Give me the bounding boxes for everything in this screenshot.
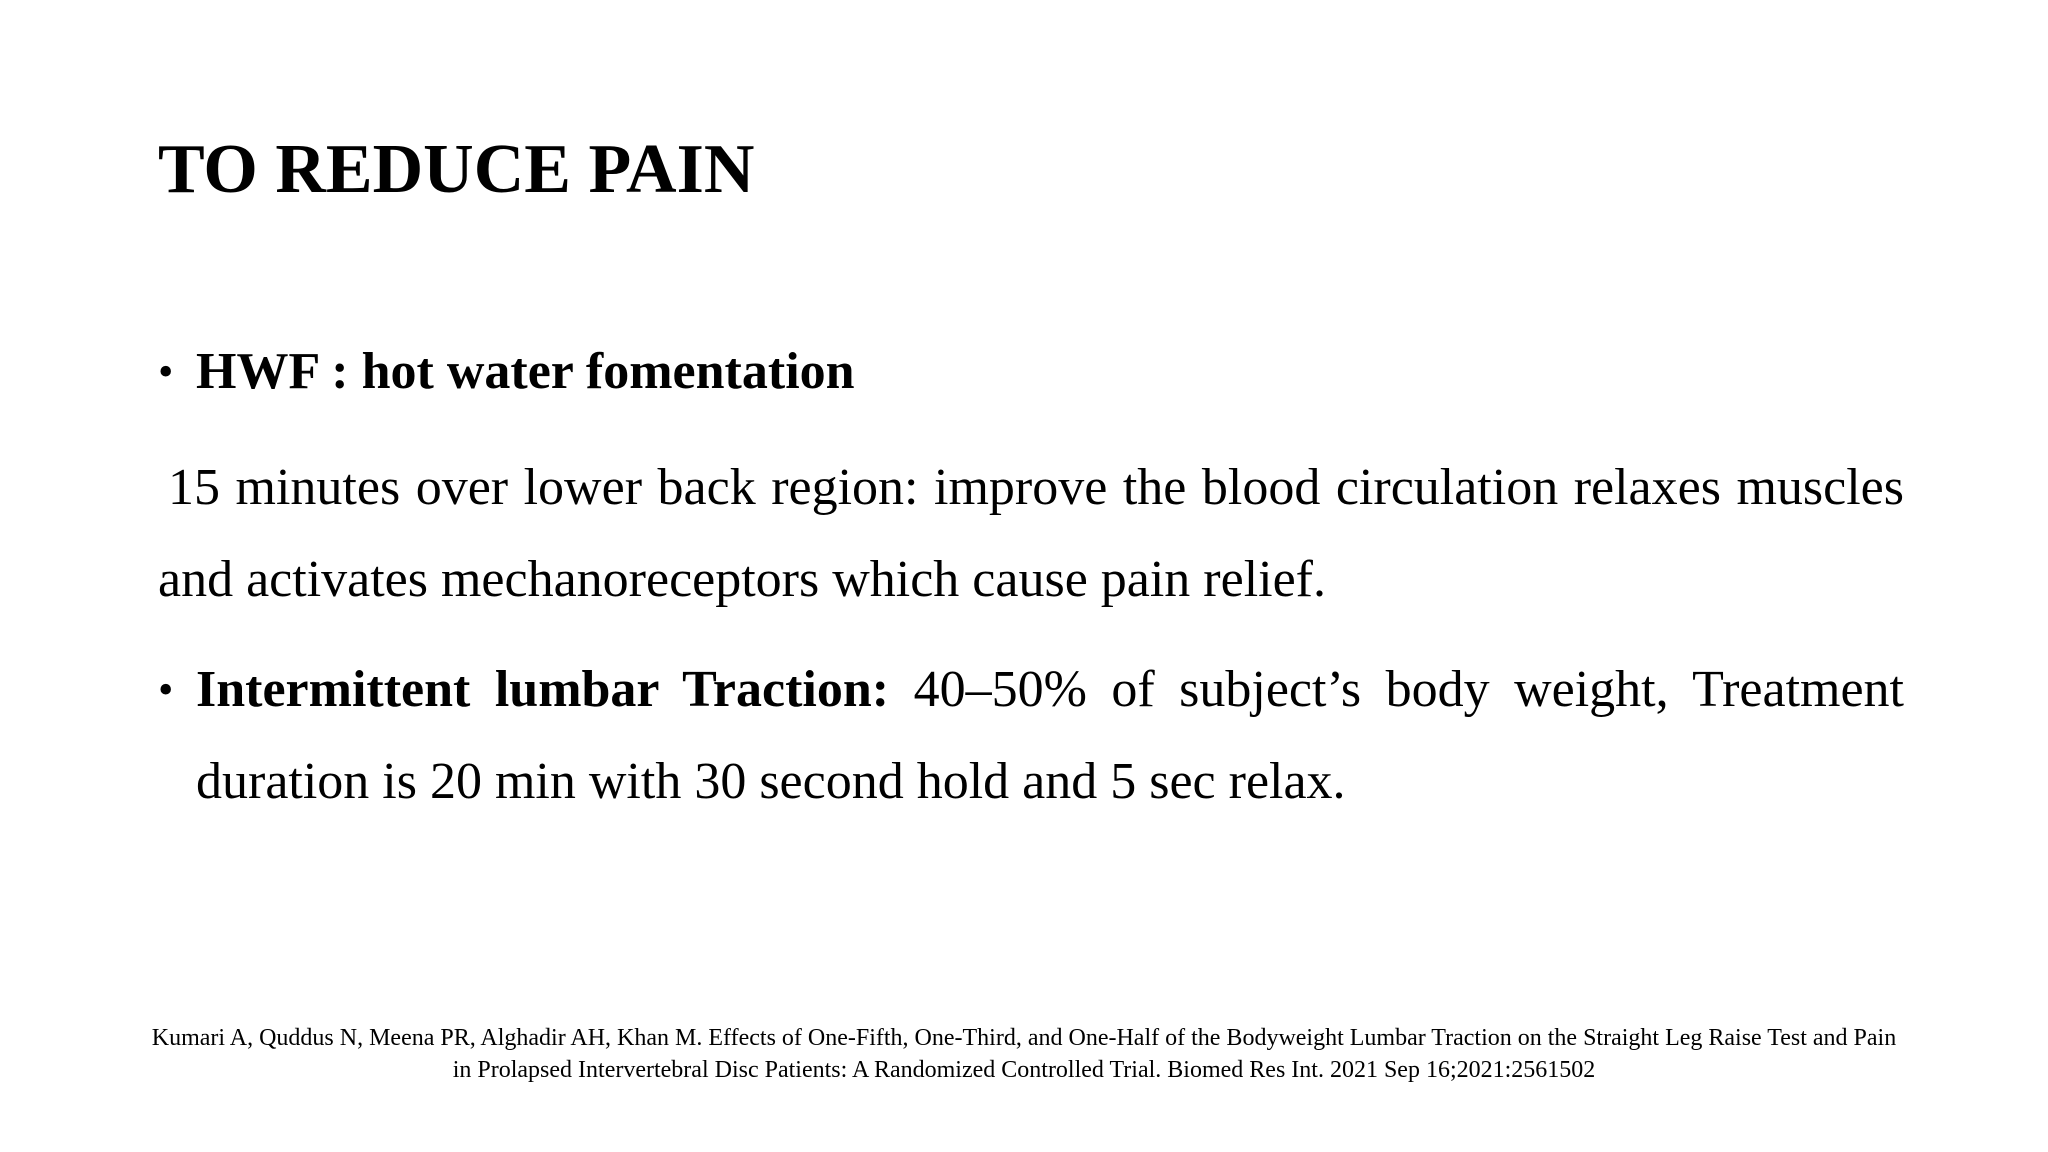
bullet-heading: Intermittent lumbar Traction: — [196, 661, 890, 718]
bullet-text — [196, 644, 1904, 828]
bullet-heading: HWF : hot water fomentation — [196, 343, 855, 400]
hwf-description: 15 minutes over lower back region: improve the blood circulation relaxes muscles and activates mechanoreceptors which cause pain relief. — [158, 459, 1904, 608]
bullet-text — [196, 326, 1904, 418]
citation — [110, 1022, 1938, 1086]
bullet-body: 40–50% of subject’s body weight, Treatment duration is 20 min with 30 second hold and 5 sec relax. — [196, 661, 1904, 810]
citation-line-2: in Prolapsed Intervertebral Disc Patients: A Randomized Controlled Trial. Biomed Res Int. 2021 Sep 16;2021:2561502 — [452, 1057, 1596, 1083]
bullet-icon: • — [158, 665, 174, 714]
slide-title: TO REDUCE PAIN — [158, 131, 755, 208]
bullet-icon: • — [158, 347, 174, 396]
citation-line-1: Kumari A, Quddus N, Meena PR, Alghadir AH, Khan M. Effects of One-Fifth, One-Third, and One-Half of the Bodyweight Lumbar Traction on the Straight Leg Raise Test and Pain — [151, 1025, 1897, 1051]
bullet-item-traction — [158, 644, 1904, 828]
bullet-item-hwf — [158, 326, 1904, 418]
